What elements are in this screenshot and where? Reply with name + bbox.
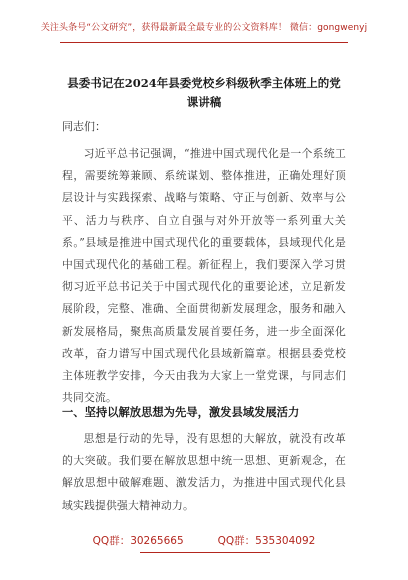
- footer-qq-group-2: QQ群：535304092: [217, 535, 316, 547]
- footer-contact: [0, 533, 408, 548]
- salutation: 同志们：: [62, 120, 106, 133]
- body-paragraph-1: 习近平总书记强调，“推进中国式现代化是一个系统工程，需要统筹兼顾、系统谋划、整体推进，正确处理好顶层设计与实践探索、战略与策略、守正与创新、效率与公平、活力与秩序、自立自强与对外开放等一系列重大关系。”县域是推进中国式现代化的重要载体，县域现代化是中国式现代化的基础工程。新征程上，我们要深入学习贯彻习近平总书记关于中国式现代化的重要论述，立足新发展阶段，完整、准确、全面贯彻新发展理念，服务和融入新发展格局，聚焦高质量发展首要任务，进一步全面深化改革，奋力谱写中国式现代化县域新篇章。根据县委党校主体班教学安排，今天由我为大家上一堂党课，与同志们共同交流。: [62, 147, 346, 405]
- section-heading-1: 一、坚持以解放思想为先导，激发县域发展活力: [62, 405, 300, 419]
- header-banner: 关注头条号“公文研究”，获得最新最全最专业的公文资料库！ 微信：gongwenyj: [40, 23, 368, 33]
- document-title: 县委书记在2024年县委党校乡科级秋季主体班上的党课讲稿: [67, 76, 341, 109]
- body-paragraph-2: 思想是行动的先导，没有思想的大解放，就没有改革的大突破。我们要在解放思想中统一思想、更新观念，在解放思想中破解难题、激发活力，为推进中国式现代化县域实践提供强大精神动力。: [62, 432, 346, 512]
- header-divider: [60, 42, 348, 43]
- footer-divider: [140, 552, 270, 553]
- footer-qq-group-1: QQ群：30265665: [92, 535, 184, 547]
